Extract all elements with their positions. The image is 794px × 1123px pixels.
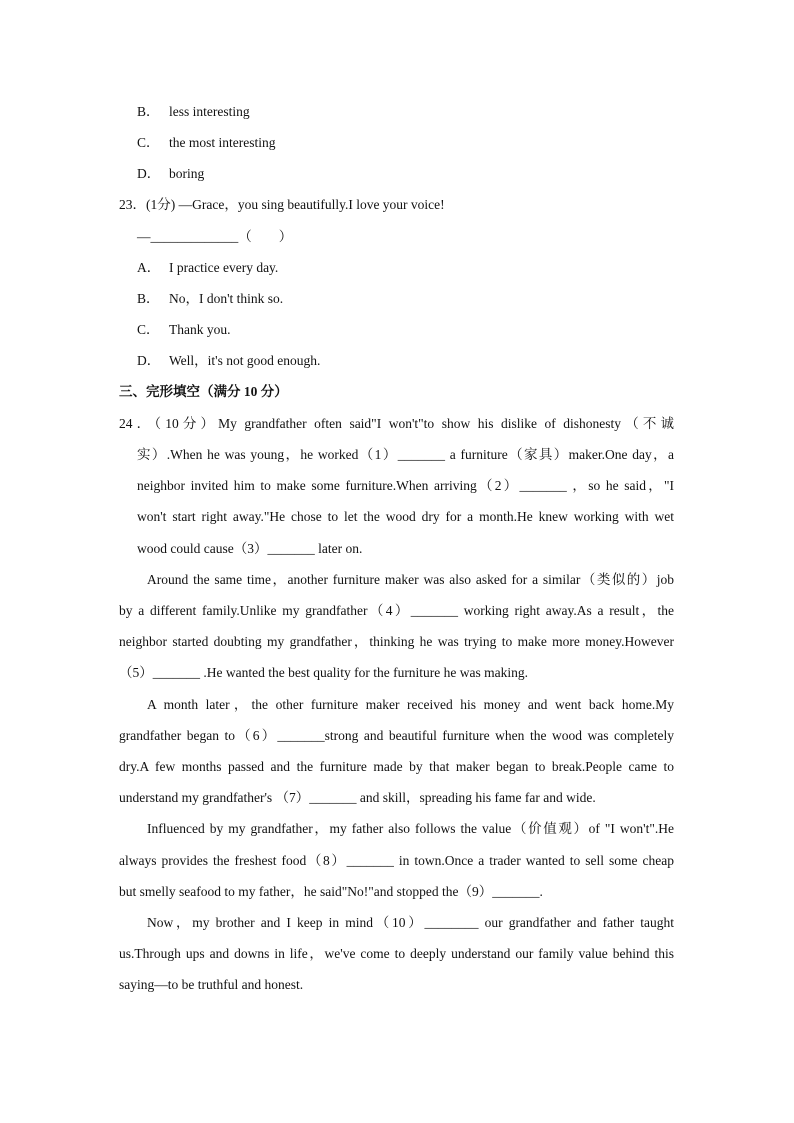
passage-line: understand my grandfather's （7）_______ and skill，spreading his fame far and wide. xyxy=(119,790,596,805)
passage-line: us.Through ups and downs in life，we've come to deeply understand our family value behind this xyxy=(119,946,674,961)
option-letter: D． xyxy=(137,353,161,368)
option-text: I practice every day. xyxy=(169,260,279,275)
section-heading: 三、完形填空（满分 10 分） xyxy=(119,384,288,399)
option-text: boring xyxy=(169,166,205,181)
option-letter: C． xyxy=(137,322,160,337)
option-letter: A． xyxy=(137,260,161,275)
option-letter: B． xyxy=(137,104,160,119)
passage-line: always provides the freshest food（8）_______ in town.Once a trader wanted to sell some cheap xyxy=(119,853,674,868)
passage-line: Now，my brother and I keep in mind（10）________ our grandfather and father taught xyxy=(147,915,674,930)
passage-line: Around the same time，another furniture maker was also asked for a similar（类似的）job xyxy=(147,572,674,587)
option-text: Well，it's not good enough. xyxy=(169,353,321,368)
passage-line: 24．（10分）My grandfather often said"I won't"to show his dislike of dishonesty（不诚 xyxy=(119,416,674,431)
passage-line: A month later，the other furniture maker received his money and went back home.My xyxy=(147,697,674,712)
passage-line: but smelly seafood to my father，he said"No!"and stopped the（9）_______. xyxy=(119,884,543,899)
option-text: Thank you. xyxy=(169,322,231,337)
option-letter: D． xyxy=(137,166,161,181)
passage-line: Influenced by my grandfather，my father also follows the value（价值观）of "I won't".He xyxy=(147,821,674,836)
answer-blank: —_____________（ ） xyxy=(137,229,293,244)
question-stem: 23．(1分) —Grace，you sing beautifully.I love your voice! xyxy=(119,197,445,212)
passage-line: neighbor started doubting my grandfather，thinking he was trying to make more money.However xyxy=(119,634,674,649)
passage-line: saying—to be truthful and honest. xyxy=(119,977,304,992)
option-text: No，I don't think so. xyxy=(169,291,284,306)
passage-line: grandfather began to（6）_______strong and beautiful furniture when the wood was completely xyxy=(119,728,674,743)
option-letter: B． xyxy=(137,291,160,306)
option-text: the most interesting xyxy=(169,135,276,150)
passage-line: neighbor invited him to make some furniture.When arriving（2）_______ ，so he said，"I xyxy=(137,478,674,493)
passage-line: dry.A few months passed and the furniture made by that maker began to break.People came to xyxy=(119,759,674,774)
passage-line: 实）.When he was young，he worked（1）_______ a furniture（家具）maker.One day，a xyxy=(137,447,674,462)
option-letter: C． xyxy=(137,135,160,150)
option-text: less interesting xyxy=(169,104,250,119)
passage-line: by a different family.Unlike my grandfather（4）_______ working right away.As a result，the xyxy=(119,603,674,618)
passage-line: won't start right away."He chose to let the wood dry for a month.He knew working with wet xyxy=(137,509,674,524)
passage-line: （5）_______ .He wanted the best quality for the furniture he was making. xyxy=(119,665,529,680)
passage-line: wood could cause（3）_______ later on. xyxy=(137,541,363,556)
